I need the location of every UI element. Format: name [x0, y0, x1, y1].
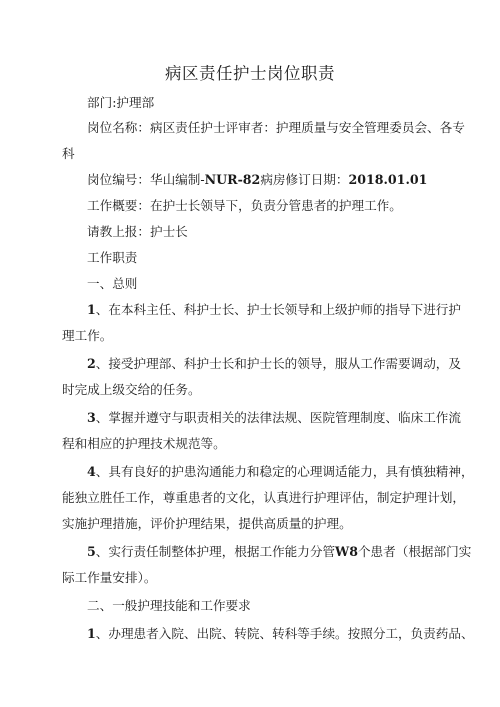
post-code-value: NUR-82: [204, 172, 261, 187]
duty-item-5-line-2: 际工作量安排）。: [62, 570, 157, 585]
duty-item-2-line-2: 时完成上级交给的任务。: [62, 382, 201, 397]
duty-item-number: 2: [87, 356, 96, 371]
page-title: 病区责任护士岗位职责: [165, 64, 335, 83]
revision-label: 病房修订日期：: [260, 172, 349, 187]
post-code-line: [62, 167, 463, 193]
duty-item-3-line-2: 程和相应的护理技术规范等。: [62, 436, 226, 451]
duty-item-1-line-2: 理工作。: [62, 328, 113, 343]
post-code-prefix: 岗位编号：华山编制-: [87, 172, 205, 187]
duty-item-number: 3: [87, 410, 96, 425]
duty-item-4-line-3: 实施护理措施，评价护理结果，提供高质量的护理。: [62, 516, 352, 531]
duties-heading: 工作职责: [87, 250, 138, 265]
post-name-line-1: 岗位名称：病区责任护士评审者：护理质量与安全管理委员会、各专: [87, 120, 465, 135]
duty-item-number: 1: [87, 626, 96, 641]
duty-item-1-line-1: 1、在本科主任、科护士长、护士长领导和上级护师的指导下进行护: [87, 302, 461, 317]
report-to: 请教上报：护士长: [87, 224, 188, 239]
duty-item-3-line-1: 3、掌握并遵守与职责相关的法律法规、医院管理制度、临床工作流: [87, 410, 461, 425]
duty-item-number: 5: [87, 544, 96, 559]
duty-item-number: 1: [87, 302, 96, 317]
duty-item-5-line-1: 5、实行责任制整体护理，根据工作能力分管W8个患者（根据部门实: [87, 544, 472, 559]
duty-item-6-line-1: 1、办理患者入院、出院、转院、转科等手续。按照分工，负责药品、: [87, 626, 474, 641]
work-overview: 工作概要：在护士长领导下，负责分管患者的护理工作。: [87, 198, 402, 213]
duty-item-2-line-1: 2、接受护理部、科护士长和护士长的领导，服从工作需要调动，及: [87, 356, 461, 371]
revision-date: 2018.01.01: [348, 172, 428, 187]
section-general: 一、总则: [87, 276, 138, 291]
duty-item-number: 4: [87, 464, 96, 479]
section-basic-skills: 二、一般护理技能和工作要求: [87, 598, 251, 613]
duty-item-4-line-1: 4、具有良好的护患沟通能力和稳定的心理调适能力，具有慎独精神，: [87, 464, 474, 479]
post-name-line-2: 科: [62, 146, 75, 161]
department-line: 部门:护理部: [87, 95, 155, 110]
duty-item-4-line-2: 能独立胜任工作，尊重患者的文化，认真进行护理评估，制定护理计划，: [62, 490, 465, 505]
